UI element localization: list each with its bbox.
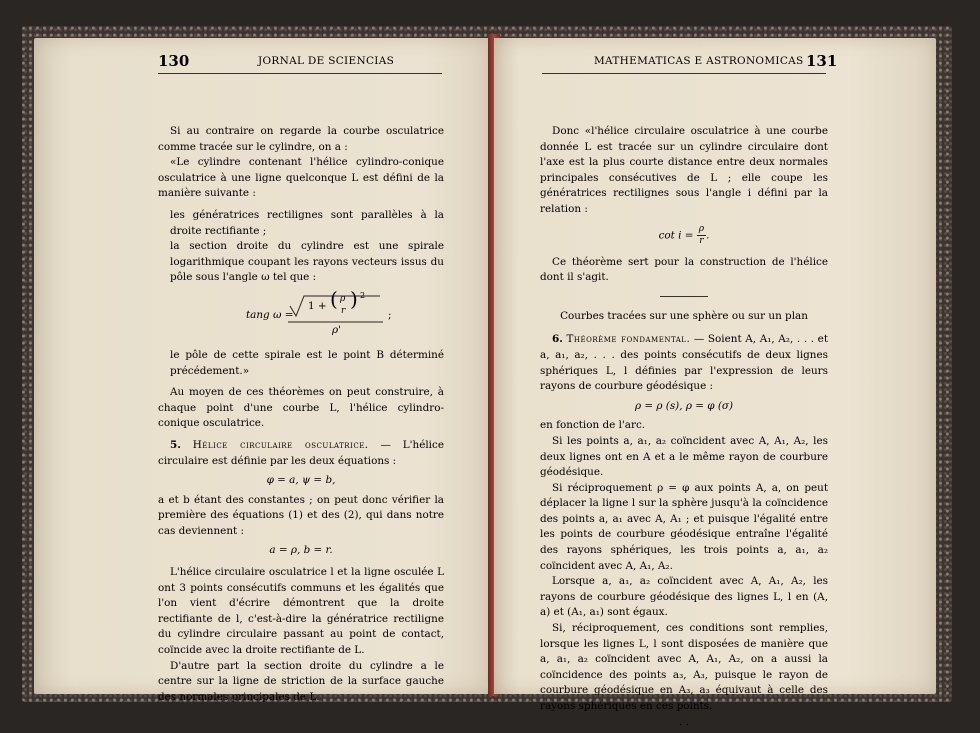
section-number: 5.	[170, 438, 181, 451]
paragraph: la section droite du cylindre est une spirale logarithmique coupant les rayons vecteurs issus du pôle sous l'angle ω tel que :	[170, 240, 444, 284]
left-header-rule	[158, 73, 442, 74]
section-title: Hélice circulaire osculatrice.	[192, 438, 369, 451]
left-page-number: 130	[158, 52, 190, 70]
paragraph: en fonction de l'arc.	[540, 419, 646, 432]
formula: a = ρ, b = r.	[269, 544, 333, 557]
paragraph: a et b étant des constantes ; on peut donc vérifier la première des équations (1) et des (2), qui dans notre cas deviennent :	[158, 493, 444, 537]
section-6-paragraph	[540, 332, 828, 394]
formula-rho: ρ	[340, 293, 346, 304]
section-separator	[660, 296, 708, 297]
section-text: — Soient A, A₁, A₂, . . . et a, a₁, a₂, . . . des points consécutifs de deux lignes sphériques L, l définies par l'expression de leurs rayons de courbure géodésique :	[540, 333, 829, 393]
paragraph: D'autre part la section droite du cylindre a le centre sur la ligne de striction de la surface gauche des normales principales de L.	[158, 659, 444, 703]
paragraph: les génératrices rectilignes sont parallèles à la droite rectifiante ;	[170, 208, 444, 237]
left-page-text	[158, 124, 444, 705]
right-page-number: 131	[806, 52, 838, 70]
formula-denominator: ρ'	[332, 323, 341, 336]
section-number: 6.	[552, 333, 563, 346]
section-text: — L'hélice circulaire est définie par les deux équations :	[158, 438, 444, 467]
formula: ρ = ρ (s), ρ = φ (σ)	[634, 399, 734, 412]
ellipsis-mark: . .	[679, 715, 689, 728]
paragraph: Au moyen de ces théorèmes on peut construire, à chaque point d'une courbe L, l'hélice cylindro-conique osculatrice.	[158, 386, 444, 430]
formula-r: r	[341, 305, 346, 316]
formula-one: 1 +	[308, 299, 327, 312]
right-running-head: MATHEMATICAS E ASTRONOMICAS	[594, 55, 804, 67]
cot-lhs: cot i =	[658, 229, 694, 242]
section-5-paragraph	[158, 438, 444, 469]
tangent-formula	[158, 286, 444, 338]
paragraph: Si réciproquement ρ = φ aux points A, a, on peut déplacer la ligne l sur la sphère jusqu'à la coïncidence des points a, a₁ avec A, A₁ ; et puisque l'égalité entre les points de courbure géodésique entraîne l'égalité des rayons sphériques, les trois points a, a₁, a₂ coïncident avec A, A₁, A₂.	[540, 481, 828, 572]
formula-semicolon: ;	[388, 308, 392, 321]
right-header-rule	[542, 73, 826, 74]
left-running-head: JORNAL DE SCIENCIAS	[258, 55, 395, 67]
right-page-text	[540, 124, 828, 730]
paragraph: le pôle de cette spirale est le point B déterminé précédement.»	[170, 348, 444, 377]
paren-close: )	[350, 286, 358, 311]
cot-denominator: r	[699, 235, 704, 246]
section-heading: Courbes tracées sur une sphère ou sur un plan	[560, 309, 808, 322]
paragraph: Si au contraire on regarde la courbe osculatrice comme tracée sur le cylindre, on a :	[158, 125, 444, 153]
cot-numerator: ρ	[698, 223, 705, 234]
paragraph: Donc «l'hélice circulaire osculatrice à une courbe donnée L est tracée sur un cylindre circulaire dont l'axe est la plus courte distance entre deux normales principales consécutives de L ; elle coupe les génératrices rectilignes sous l'angle i défini par la relation :	[540, 125, 828, 215]
paren-open: (	[330, 286, 338, 311]
paragraph: Si les points a, a₁, a₂ coïncident avec A, A₁, A₂, les deux lignes ont en A et a le même rayon de courbure géodésique.	[540, 434, 828, 479]
formula-exponent: 2	[360, 290, 366, 300]
paragraph: Si, réciproquement, ces conditions sont remplies, lorsque les lignes L, l sont disposées de manière que a, a₁, a₂ coïncident avec A, A₁, A₂, on a aussi la coïncidence des points a₃, A₃, puisque le rayon de courbure géodésique en A₃, a₃ équivaut à celle des rayons sphériques en ces points.	[540, 622, 828, 712]
paragraph: Ce théorème sert pour la construction de l'hélice dont il s'agit.	[540, 255, 828, 284]
formula-lhs: tang ω =	[246, 308, 294, 321]
cot-fraction	[697, 224, 706, 247]
paragraph: L'hélice circulaire osculatrice l et la ligne osculée L ont 3 points consécutifs communs et les égalités que l'on vient d'écrire démontrent que la droite rectifiante de l, c'est-à-dire la génératrice rectiligne du cylindre circulaire passant au point de contact, coïncide avec la droite rectifiante de L.	[158, 566, 444, 657]
cot-formula: cot i = $\frac{\rho}{r}$ .	[658, 223, 710, 246]
paragraph: Lorsque a, a₁, a₂ coïncident avec A, A₁, A₂, les rayons de courbure géodésique des lignes L, l en (A, a) et (A₁, a₁) sont égaux.	[540, 575, 828, 619]
paragraph: «Le cylindre contenant l'hélice cylindro-conique osculatrice à une ligne quelconque L est défini de la manière suivante :	[158, 156, 444, 200]
section-title: Théorème fondamental.	[566, 333, 691, 346]
formula: φ = a, ψ = b,	[266, 474, 336, 487]
